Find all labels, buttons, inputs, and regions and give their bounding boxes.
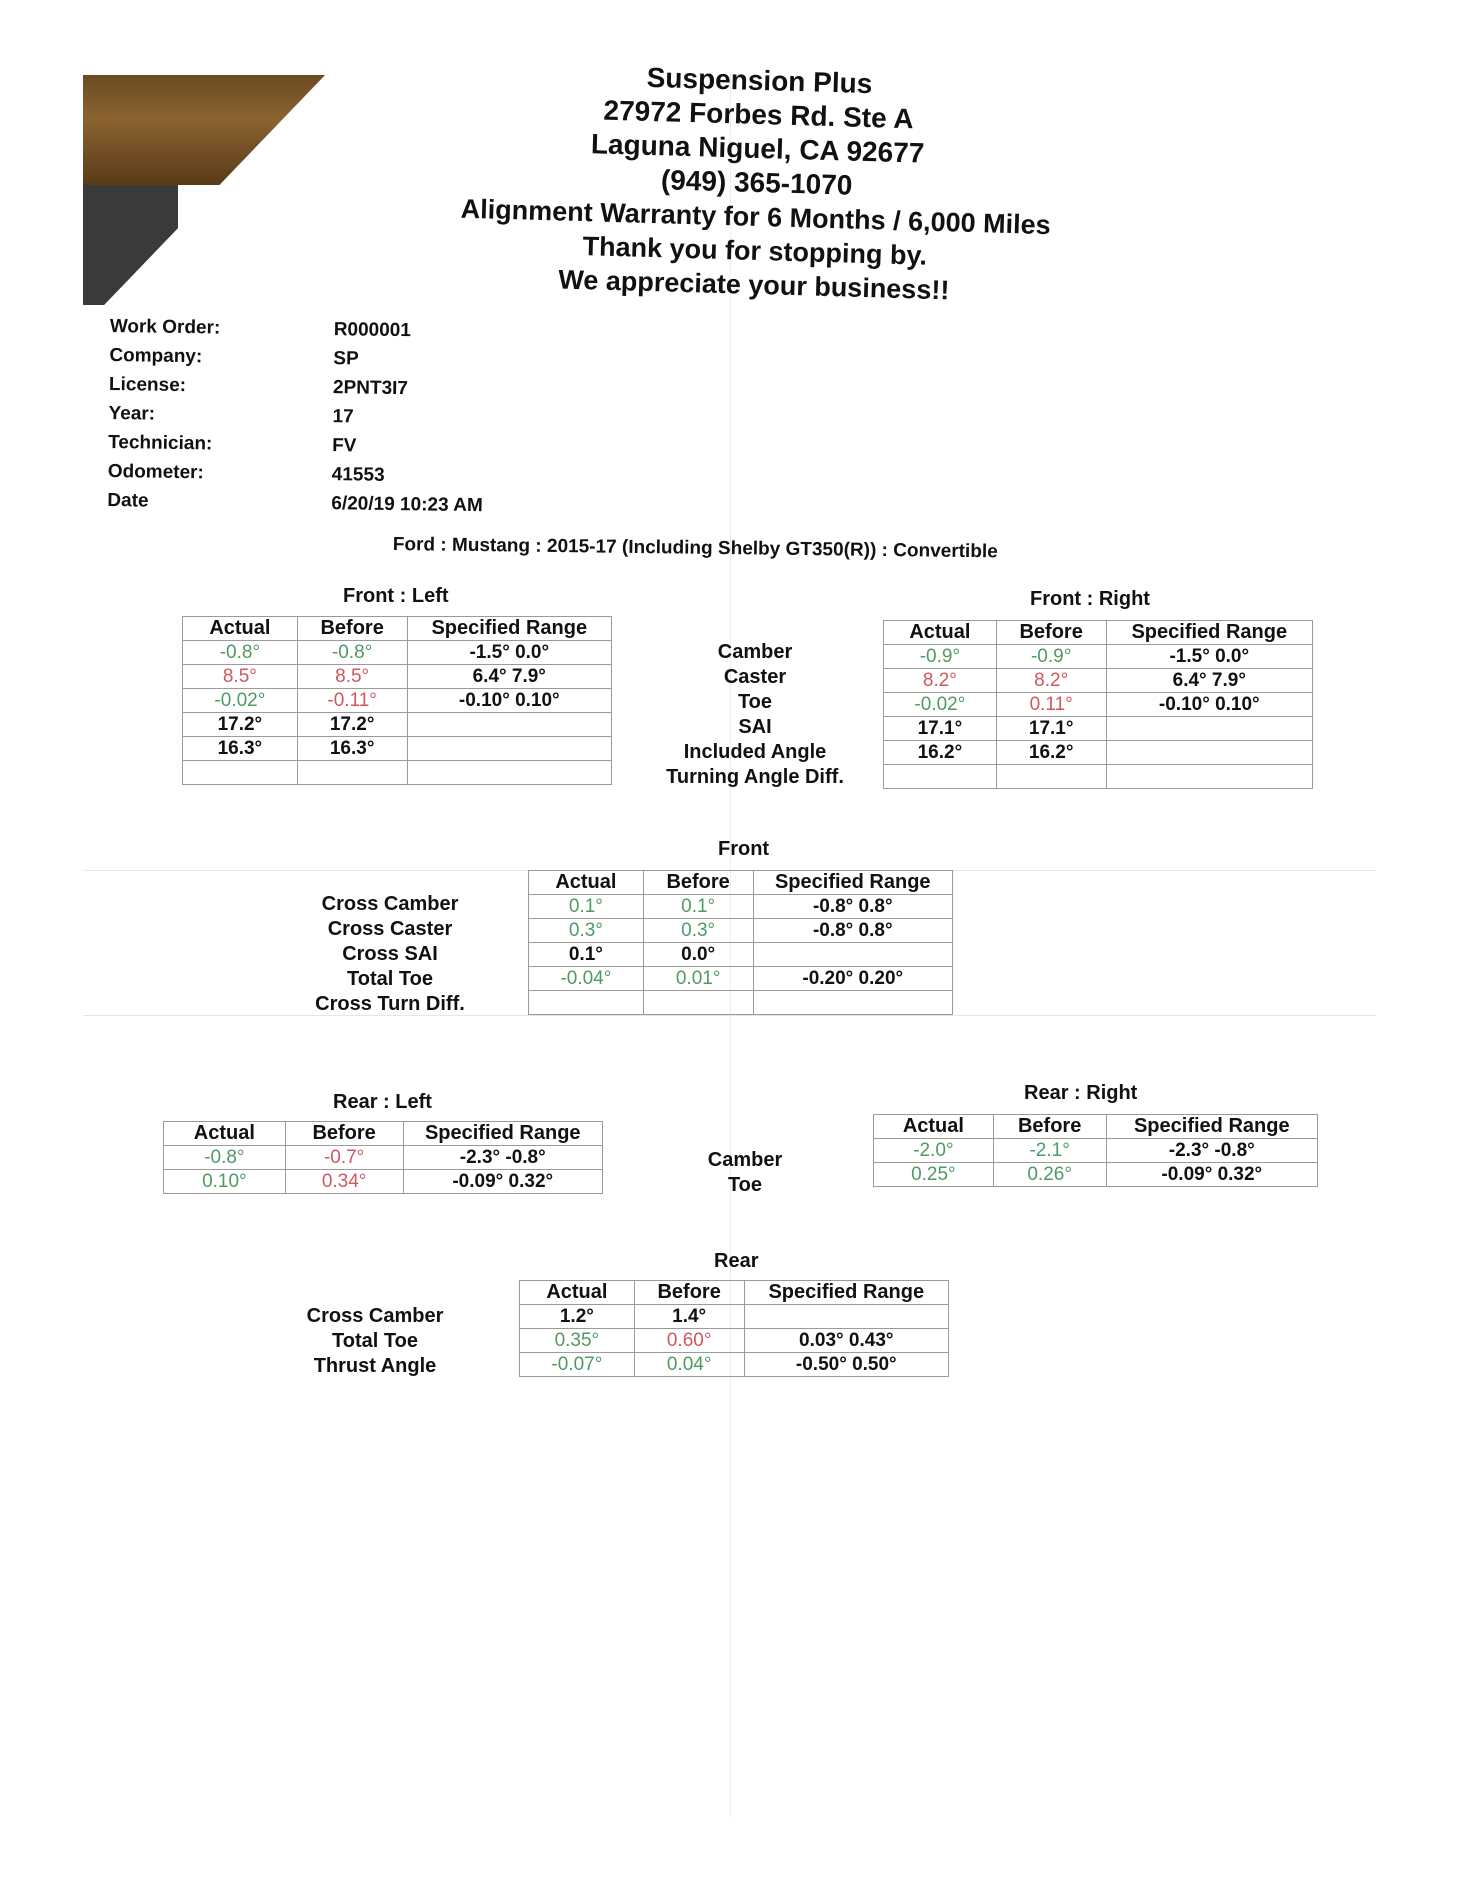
info-row: Technician: FV — [108, 431, 357, 456]
shop-city: Laguna Niguel, CA 92677 — [590, 128, 925, 169]
table-row: 0.25° 0.26° -0.09° 0.32° — [874, 1163, 1318, 1187]
label-cross-turn-diff: Cross Turn Diff. — [315, 993, 465, 1015]
front-cross-labels — [290, 892, 490, 1017]
rear-measurement-labels — [680, 1148, 810, 1198]
info-row: Work Order: R000001 — [109, 315, 412, 341]
table-row: 0.3° 0.3° -0.8° 0.8° — [529, 919, 953, 943]
shop-name: Suspension Plus — [646, 61, 873, 100]
label-rear-toe: Toe — [727, 1174, 763, 1196]
info-row: Year: 17 — [108, 402, 354, 427]
rear-cross-title: Rear — [714, 1250, 759, 1272]
table-row: -0.04° 0.01° -0.20° 0.20° — [529, 967, 953, 991]
label-cross-camber: Cross Camber — [321, 893, 459, 915]
label-cross-sai: Cross SAI — [342, 943, 438, 965]
front-left-title: Front : Left — [343, 585, 449, 607]
front-right-title: Front : Right — [1030, 588, 1150, 610]
label-camber: Camber — [717, 641, 793, 663]
table-row — [529, 991, 953, 1015]
appreciate-text: We appreciate your business!! — [557, 264, 950, 306]
table-row: 16.2° 16.2° — [884, 741, 1313, 765]
rear-cross-table — [519, 1280, 949, 1377]
table-header-row: Actual Before Specified Range — [183, 617, 612, 641]
table-row: 0.35° 0.60° 0.03° 0.43° — [520, 1329, 949, 1353]
label-total-toe: Total Toe — [347, 968, 433, 990]
info-row: License: 2PNT3I7 — [108, 373, 409, 399]
front-cross-title: Front — [718, 838, 770, 860]
info-row: Date 6/20/19 10:23 AM — [107, 489, 483, 516]
rear-right-table — [873, 1114, 1318, 1187]
table-row — [884, 765, 1313, 789]
table-header-row: Actual Before Specified Range — [874, 1115, 1318, 1139]
table-row: 8.5° 8.5° 6.4° 7.9° — [183, 665, 612, 689]
label-toe: Toe — [737, 691, 773, 713]
table-row: 8.2° 8.2° 6.4° 7.9° — [884, 669, 1313, 693]
label-rear-cross-camber: Cross Camber — [306, 1305, 444, 1327]
table-row: 0.1° 0.0° — [529, 943, 953, 967]
table-row: -0.8° -0.7° -2.3° -0.8° — [164, 1146, 603, 1170]
table-row: -0.02° -0.11° -0.10° 0.10° — [183, 689, 612, 713]
rear-cross-labels — [285, 1304, 465, 1379]
rear-right-title: Rear : Right — [1024, 1082, 1138, 1104]
table-row: -0.07° 0.04° -0.50° 0.50° — [520, 1353, 949, 1377]
table-header-row: Actual Before Specified Range — [884, 621, 1313, 645]
shop-header — [413, 55, 1099, 312]
table-row: -0.02° 0.11° -0.10° 0.10° — [884, 693, 1313, 717]
table-row: 0.10° 0.34° -0.09° 0.32° — [164, 1170, 603, 1194]
table-row: 16.3° 16.3° — [183, 737, 612, 761]
info-row: Company: SP — [109, 344, 359, 369]
table-row: -0.8° -0.8° -1.5° 0.0° — [183, 641, 612, 665]
table-row: 17.2° 17.2° — [183, 713, 612, 737]
front-left-table — [182, 616, 612, 785]
info-row: Odometer: 41553 — [107, 460, 385, 486]
warranty-text: Alignment Warranty for 6 Months / 6,000 Miles — [460, 193, 1052, 241]
label-included-angle: Included Angle — [683, 741, 827, 763]
label-cross-caster: Cross Caster — [327, 918, 453, 940]
front-right-table — [883, 620, 1313, 789]
label-turning-angle-diff: Turning Angle Diff. — [666, 766, 844, 788]
table-row: -0.9° -0.9° -1.5° 0.0° — [884, 645, 1313, 669]
table-row: -2.0° -2.1° -2.3° -0.8° — [874, 1139, 1318, 1163]
table-header-row: Actual Before Specified Range — [164, 1122, 603, 1146]
label-caster: Caster — [723, 666, 787, 688]
table-row: 17.1° 17.1° — [884, 717, 1313, 741]
table-row: 0.1° 0.1° -0.8° 0.8° — [529, 895, 953, 919]
front-measurement-labels — [640, 640, 870, 790]
table-row: 1.2° 1.4° — [520, 1305, 949, 1329]
label-rear-camber: Camber — [707, 1149, 783, 1171]
label-rear-total-toe: Total Toe — [332, 1330, 418, 1352]
table-header-row: Actual Before Specified Range — [520, 1281, 949, 1305]
label-sai: SAI — [738, 716, 772, 738]
thanks-text: Thank you for stopping by. — [582, 231, 928, 271]
shop-address: 27972 Forbes Rd. Ste A — [603, 94, 915, 135]
label-thrust-angle: Thrust Angle — [313, 1355, 437, 1377]
table-header-row: Actual Before Specified Range — [529, 871, 953, 895]
rear-left-table — [163, 1121, 603, 1194]
rear-left-title: Rear : Left — [333, 1091, 432, 1113]
vehicle-description: Ford : Mustang : 2015-17 (Including Shelby GT350(R)) : Convertible — [392, 534, 998, 563]
table-row — [183, 761, 612, 785]
front-cross-table — [528, 870, 953, 1015]
work-order-info — [107, 312, 554, 521]
shop-phone: (949) 365-1070 — [660, 164, 853, 201]
